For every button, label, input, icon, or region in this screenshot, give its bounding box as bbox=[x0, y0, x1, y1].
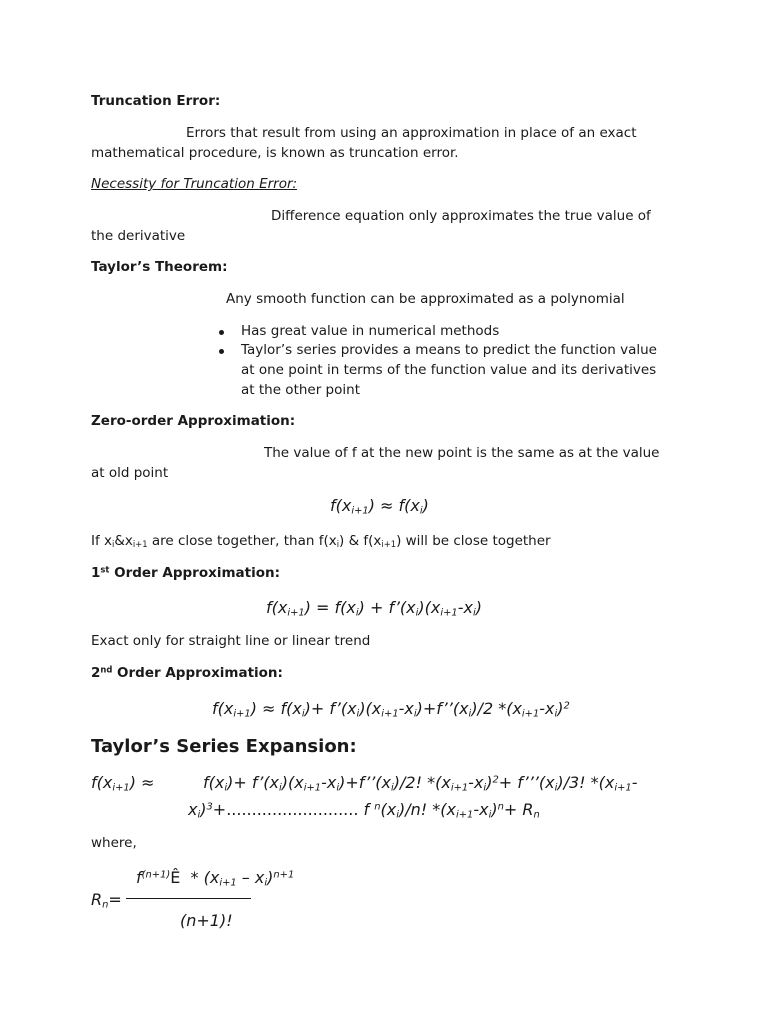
zero-order-heading: Zero-order Approximation: bbox=[91, 413, 296, 429]
remainder-lhs: $R_n=$ bbox=[91, 890, 122, 911]
series-rhs-line1: $f(x_i)+$ $f’(x_i)(x_{i+1}-x_i)+f’’(x_i)/2$! $*(x_{i+1}-x_i)^2+$ $f’’’(x_i)/3$! $*(x_{i+1}-$ bbox=[203, 773, 638, 794]
first-order-equation: $f(x_{i+1}) = f(x_i)$ + $f’(x_i)(x_{i+1}-x_i)$ bbox=[266, 598, 482, 619]
bullet-marker bbox=[219, 330, 224, 335]
zero-order-equation: $f(x_{i+1}) \approx f(x_i)$ bbox=[330, 496, 429, 517]
truncation-heading: Truncation Error: bbox=[91, 93, 221, 109]
second-order-equation: $f(x_{i+1}) \approx f(x_i)+$ $f’(x_i)(x_{i+1}-x_i)+f’’(x_i)/2$ $*(x_{i+1}-x_i)^2$ bbox=[212, 699, 570, 720]
second-order-heading: 2nd Order Approximation: bbox=[91, 664, 283, 681]
zero-order-line2: at old point bbox=[91, 465, 169, 481]
bullet-item-2-line2: at one point in terms of the function value and its derivatives bbox=[241, 362, 657, 378]
remainder-numerator: $f^{(n+1)}Ê * (x_{i+1} - x_i)^{n+1}$ bbox=[136, 868, 295, 889]
fraction-bar bbox=[126, 898, 251, 899]
bullet-item-2-line3: at the other point bbox=[241, 382, 360, 398]
truncation-definition-line2: mathematical procedure, is known as truncation error. bbox=[91, 145, 459, 161]
truncation-definition-line1: Errors that result from using an approximation in place of an exact bbox=[186, 125, 637, 141]
series-heading: Taylor’s Series Expansion: bbox=[91, 736, 357, 757]
bullet-item-1: Has great value in numerical methods bbox=[241, 323, 500, 339]
first-order-heading: 1st Order Approximation: bbox=[91, 564, 280, 581]
series-rhs-line2: $x_i)^3+$.......................... f $^n(x_i)/n$! $*(x_{i+1}-x_i)^n+ R_n$ bbox=[188, 800, 540, 821]
where-label: where, bbox=[91, 835, 137, 851]
remainder-denominator: (n+1)! bbox=[180, 911, 233, 930]
bullet-marker bbox=[219, 349, 224, 354]
series-lhs: $f(x_{i+1})$ ≈ bbox=[91, 773, 155, 794]
taylor-theorem-intro: Any smooth function can be approximated as a polynomial bbox=[226, 291, 625, 307]
taylor-theorem-heading: Taylor’s Theorem: bbox=[91, 259, 228, 275]
necessity-line1: Difference equation only approximates the true value of bbox=[271, 208, 651, 224]
bullet-item-2-line1: Taylor’s series provides a means to predict the function value bbox=[241, 342, 657, 358]
necessity-heading: Necessity for Truncation Error: bbox=[91, 176, 298, 192]
necessity-line2: the derivative bbox=[91, 228, 186, 244]
first-order-note: Exact only for straight line or linear trend bbox=[91, 633, 371, 649]
zero-order-note: If $x_i\&x_{i+1}$ are close together, than $f(x_i)$ & $f(x_{i+1})$ will be close together bbox=[91, 533, 551, 550]
zero-order-line1: The value of f at the new point is the same as at the value bbox=[264, 445, 660, 461]
